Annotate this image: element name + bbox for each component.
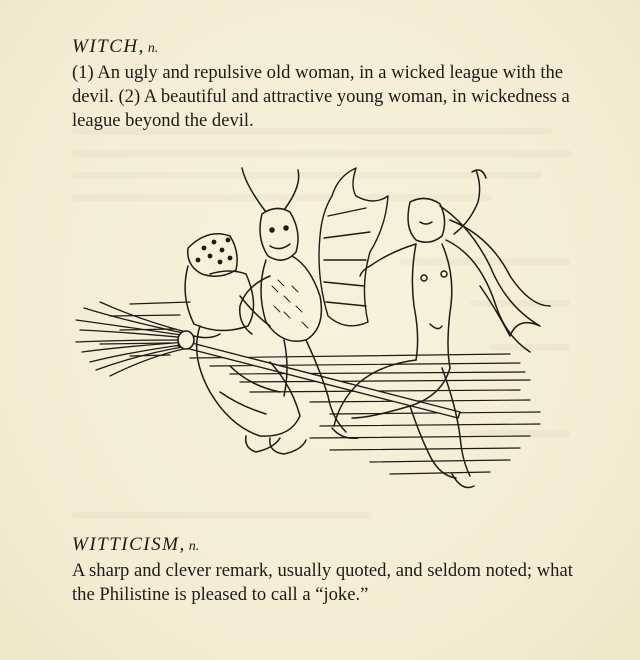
definition-text: A sharp and clever remark, usually quoted, and seldom noted; what the Philistine is pleased to call a “joke.” (72, 560, 573, 605)
definition-text: (1) An ugly and repulsive old woman, in a wicked league with the devil. (2) A beautiful and attractive young woman, in wickedness a league beyond the devil. (72, 62, 570, 131)
devil-wing (319, 168, 388, 326)
speed-lines (100, 302, 540, 474)
old-witch-figure (185, 234, 306, 454)
part-of-speech: n. (147, 41, 159, 56)
part-of-speech: n. (188, 539, 200, 554)
headword-text: WITTICISM, (72, 534, 186, 555)
headword (72, 36, 582, 58)
headword-text: WITCH, (72, 36, 145, 57)
witches-and-devil-on-broomstick-illustration (70, 156, 570, 506)
dictionary-entry-witch (72, 36, 582, 133)
dictionary-entry-witticism (72, 534, 582, 607)
broom-bristles (76, 302, 188, 376)
headword (72, 534, 582, 556)
